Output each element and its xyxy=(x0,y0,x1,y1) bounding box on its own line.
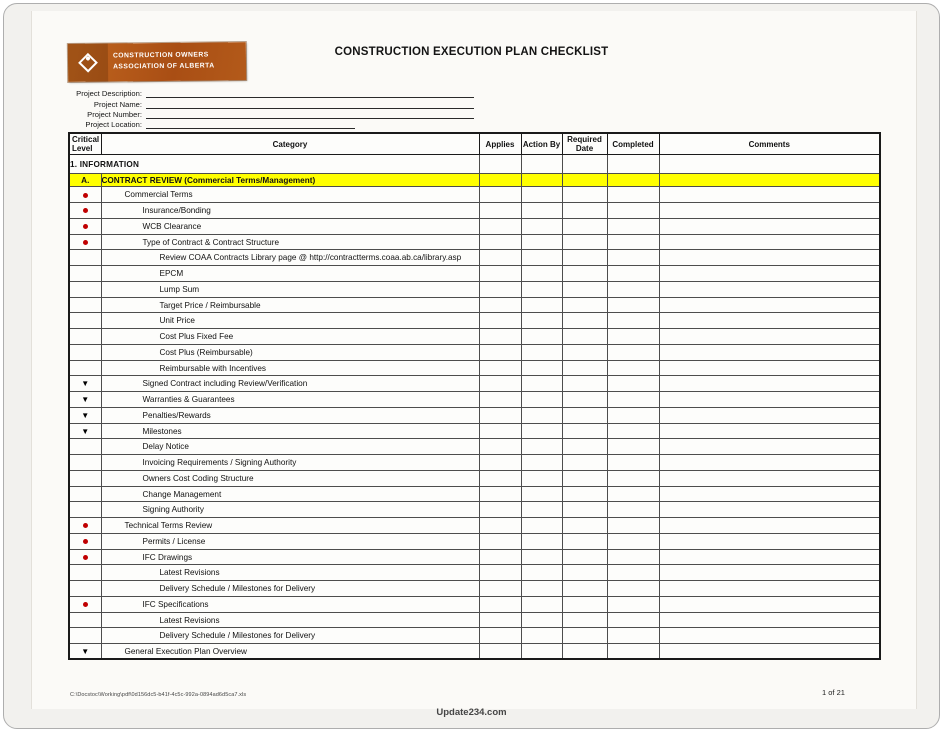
critical-dot-icon xyxy=(83,240,88,245)
empty-cell xyxy=(607,281,659,297)
empty-cell xyxy=(659,533,880,549)
critical-level-cell xyxy=(69,644,101,660)
empty-cell xyxy=(479,581,521,597)
checklist-table xyxy=(68,132,881,660)
category-cell: IFC Specifications xyxy=(101,596,479,612)
column-header-action-by: Action By xyxy=(521,133,562,155)
empty-cell xyxy=(521,266,562,282)
empty-cell xyxy=(562,581,607,597)
category-cell: Cost Plus (Reimbursable) xyxy=(101,344,479,360)
empty-cell xyxy=(479,313,521,329)
section-row xyxy=(69,155,880,174)
page-title: CONSTRUCTION EXECUTION PLAN CHECKLIST xyxy=(334,46,609,58)
column-header-completed: Completed xyxy=(607,133,659,155)
critical-dot-icon xyxy=(83,208,88,213)
empty-cell xyxy=(521,174,562,187)
empty-cell xyxy=(562,187,607,203)
critical-level-cell xyxy=(69,455,101,471)
critical-dot-icon xyxy=(83,523,88,528)
section-title: 1. INFORMATION xyxy=(69,155,479,174)
category-cell: Target Price / Reimbursable xyxy=(101,297,479,313)
column-header-critical-level: Critical Level xyxy=(69,133,101,155)
empty-cell xyxy=(659,313,880,329)
empty-cell xyxy=(562,407,607,423)
empty-cell xyxy=(521,518,562,534)
column-header-required-date: Required Date xyxy=(562,133,607,155)
empty-cell xyxy=(659,218,880,234)
empty-cell xyxy=(521,281,562,297)
empty-cell xyxy=(607,439,659,455)
empty-cell xyxy=(479,297,521,313)
checklist-row xyxy=(69,234,880,250)
empty-cell xyxy=(607,581,659,597)
empty-cell xyxy=(521,549,562,565)
category-cell: Type of Contract & Contract Structure xyxy=(101,234,479,250)
checklist-row xyxy=(69,549,880,565)
empty-cell xyxy=(607,297,659,313)
project-field-row xyxy=(69,119,474,129)
empty-cell xyxy=(659,455,880,471)
checklist-row xyxy=(69,628,880,644)
empty-cell xyxy=(607,470,659,486)
empty-cell xyxy=(607,549,659,565)
project-fields xyxy=(69,88,474,129)
critical-level-cell xyxy=(69,612,101,628)
empty-cell xyxy=(659,155,880,174)
empty-cell xyxy=(607,187,659,203)
project-field-value-line xyxy=(146,88,474,98)
category-cell: Permits / License xyxy=(101,533,479,549)
critical-level-cell xyxy=(69,266,101,282)
empty-cell xyxy=(521,155,562,174)
empty-cell xyxy=(521,218,562,234)
checklist-row xyxy=(69,360,880,376)
empty-cell xyxy=(659,234,880,250)
critical-level-cell xyxy=(69,486,101,502)
critical-level-cell xyxy=(69,218,101,234)
empty-cell xyxy=(479,174,521,187)
project-field-row xyxy=(69,98,474,108)
critical-level-cell xyxy=(69,439,101,455)
checklist-row xyxy=(69,439,880,455)
triangle-icon: ▼ xyxy=(81,426,90,436)
empty-cell xyxy=(479,423,521,439)
empty-cell xyxy=(562,376,607,392)
empty-cell xyxy=(479,455,521,471)
checklist-row xyxy=(69,644,880,660)
empty-cell xyxy=(562,203,607,219)
empty-cell xyxy=(479,628,521,644)
empty-cell xyxy=(562,644,607,660)
empty-cell xyxy=(562,596,607,612)
triangle-icon: ▼ xyxy=(81,410,90,420)
empty-cell xyxy=(659,628,880,644)
empty-cell xyxy=(607,266,659,282)
category-cell: Signed Contract including Review/Verification xyxy=(101,376,479,392)
empty-cell xyxy=(521,329,562,345)
critical-level-cell xyxy=(69,518,101,534)
empty-cell xyxy=(659,612,880,628)
empty-cell xyxy=(479,392,521,408)
empty-cell xyxy=(562,455,607,471)
column-header-applies: Applies xyxy=(479,133,521,155)
column-header-category: Category xyxy=(101,133,479,155)
triangle-icon: ▼ xyxy=(81,395,90,404)
checklist-row xyxy=(69,250,880,266)
empty-cell xyxy=(607,596,659,612)
empty-cell xyxy=(521,360,562,376)
checklist-row xyxy=(69,376,880,392)
watermark xyxy=(4,702,939,720)
empty-cell xyxy=(607,533,659,549)
empty-cell xyxy=(479,329,521,345)
empty-cell xyxy=(521,533,562,549)
empty-cell xyxy=(521,612,562,628)
checklist-row xyxy=(69,533,880,549)
empty-cell xyxy=(562,266,607,282)
empty-cell xyxy=(607,376,659,392)
checklist-row xyxy=(69,423,880,439)
empty-cell xyxy=(562,360,607,376)
checklist-row xyxy=(69,203,880,219)
empty-cell xyxy=(479,376,521,392)
empty-cell xyxy=(659,596,880,612)
checklist-row xyxy=(69,329,880,345)
empty-cell xyxy=(562,486,607,502)
category-cell: Signing Authority xyxy=(101,502,479,518)
empty-cell xyxy=(659,470,880,486)
empty-cell xyxy=(521,203,562,219)
empty-cell xyxy=(479,234,521,250)
critical-level-cell xyxy=(69,234,101,250)
empty-cell xyxy=(659,407,880,423)
empty-cell xyxy=(562,518,607,534)
empty-cell xyxy=(562,565,607,581)
project-field-label: Project Description: xyxy=(76,89,142,99)
critical-level-cell xyxy=(69,628,101,644)
empty-cell xyxy=(562,297,607,313)
project-field-row xyxy=(69,88,474,98)
checklist-row xyxy=(69,392,880,408)
empty-cell xyxy=(521,392,562,408)
empty-cell xyxy=(607,250,659,266)
critical-dot-icon xyxy=(83,602,88,607)
critical-level-cell xyxy=(69,596,101,612)
category-cell: Unit Price xyxy=(101,313,479,329)
critical-level-cell xyxy=(69,581,101,597)
empty-cell xyxy=(659,250,880,266)
empty-cell xyxy=(607,612,659,628)
empty-cell xyxy=(479,250,521,266)
empty-cell xyxy=(521,470,562,486)
empty-cell xyxy=(607,407,659,423)
subsection-row xyxy=(69,174,880,187)
category-cell: Review COAA Contracts Library page @ http://contractterms.coaa.ab.ca/library.asp xyxy=(101,250,479,266)
empty-cell xyxy=(562,281,607,297)
empty-cell xyxy=(479,518,521,534)
critical-level-cell xyxy=(69,565,101,581)
empty-cell xyxy=(479,281,521,297)
empty-cell xyxy=(659,266,880,282)
subsection-title: CONTRACT REVIEW (Commercial Terms/Management) xyxy=(101,174,479,187)
empty-cell xyxy=(521,297,562,313)
critical-level-cell xyxy=(69,281,101,297)
empty-cell xyxy=(562,313,607,329)
empty-cell xyxy=(659,344,880,360)
logo-org-line1: CONSTRUCTION OWNERS xyxy=(112,51,209,60)
empty-cell xyxy=(562,329,607,345)
critical-dot-icon xyxy=(83,539,88,544)
critical-level-cell xyxy=(69,533,101,549)
checklist-row xyxy=(69,612,880,628)
empty-cell xyxy=(659,203,880,219)
empty-cell xyxy=(659,281,880,297)
empty-cell xyxy=(562,628,607,644)
triangle-icon: ▼ xyxy=(81,646,90,656)
empty-cell xyxy=(479,360,521,376)
empty-cell xyxy=(479,533,521,549)
empty-cell xyxy=(521,565,562,581)
project-field-value-line xyxy=(146,98,474,108)
empty-cell xyxy=(659,565,880,581)
empty-cell xyxy=(607,502,659,518)
empty-cell xyxy=(659,518,880,534)
critical-dot-icon xyxy=(83,224,88,229)
critical-level-cell xyxy=(69,250,101,266)
category-cell: Change Management xyxy=(101,486,479,502)
category-cell: Cost Plus Fixed Fee xyxy=(101,329,479,345)
empty-cell xyxy=(562,612,607,628)
checklist-row xyxy=(69,502,880,518)
empty-cell xyxy=(562,502,607,518)
category-cell: Latest Revisions xyxy=(101,612,479,628)
category-cell: Milestones xyxy=(101,423,479,439)
empty-cell xyxy=(479,502,521,518)
critical-level-cell xyxy=(69,392,101,408)
triangle-icon: ▼ xyxy=(81,379,90,389)
empty-cell xyxy=(479,187,521,203)
checklist-row xyxy=(69,455,880,471)
critical-dot-icon xyxy=(83,193,88,198)
footer-page-indicator: 1 of 21 xyxy=(822,688,845,697)
empty-cell xyxy=(659,329,880,345)
empty-cell xyxy=(562,344,607,360)
empty-cell xyxy=(521,439,562,455)
critical-level-cell xyxy=(69,360,101,376)
critical-level-cell xyxy=(69,423,101,439)
empty-cell xyxy=(607,174,659,187)
empty-cell xyxy=(562,439,607,455)
empty-cell xyxy=(659,392,880,408)
category-cell: IFC Drawings xyxy=(101,549,479,565)
checklist-row xyxy=(69,407,880,423)
empty-cell xyxy=(521,344,562,360)
empty-cell xyxy=(521,644,562,660)
project-field-label: Project Number: xyxy=(87,109,142,119)
empty-cell xyxy=(607,218,659,234)
critical-level-cell xyxy=(69,187,101,203)
empty-cell xyxy=(562,218,607,234)
empty-cell xyxy=(521,423,562,439)
empty-cell xyxy=(562,155,607,174)
empty-cell xyxy=(659,549,880,565)
critical-level-cell xyxy=(69,344,101,360)
page-frame xyxy=(3,3,940,729)
empty-cell xyxy=(479,155,521,174)
category-cell: EPCM xyxy=(101,266,479,282)
checklist-row xyxy=(69,297,880,313)
empty-cell xyxy=(562,234,607,250)
empty-cell xyxy=(659,486,880,502)
critical-level-cell xyxy=(69,297,101,313)
empty-cell xyxy=(521,407,562,423)
category-cell: Reimbursable with Incentives xyxy=(101,360,479,376)
checklist-row xyxy=(69,565,880,581)
category-cell: Invoicing Requirements / Signing Authority xyxy=(101,455,479,471)
critical-level-cell xyxy=(69,313,101,329)
category-cell: Insurance/Bonding xyxy=(101,203,479,219)
project-field-label: Project Name: xyxy=(93,99,142,109)
empty-cell xyxy=(659,187,880,203)
empty-cell xyxy=(659,423,880,439)
empty-cell xyxy=(659,439,880,455)
checklist-row xyxy=(69,281,880,297)
footer-file-path: C:\Docstoc\Working\pdf\0d156dc5-b41f-4c5c-992a-0894ad6d5ca7.xls xyxy=(70,692,247,698)
empty-cell xyxy=(479,486,521,502)
empty-cell xyxy=(659,581,880,597)
empty-cell xyxy=(521,596,562,612)
empty-cell xyxy=(521,187,562,203)
checklist-row xyxy=(69,596,880,612)
empty-cell xyxy=(562,549,607,565)
critical-level-cell xyxy=(69,203,101,219)
empty-cell xyxy=(607,360,659,376)
critical-dot-icon xyxy=(83,555,88,560)
empty-cell xyxy=(607,313,659,329)
category-cell: Technical Terms Review xyxy=(101,518,479,534)
empty-cell xyxy=(607,203,659,219)
critical-level-cell xyxy=(69,329,101,345)
empty-cell xyxy=(521,502,562,518)
empty-cell xyxy=(607,565,659,581)
checklist-row xyxy=(69,313,880,329)
empty-cell xyxy=(607,234,659,250)
category-cell: Owners Cost Coding Structure xyxy=(101,470,479,486)
empty-cell xyxy=(562,533,607,549)
empty-cell xyxy=(607,344,659,360)
empty-cell xyxy=(521,376,562,392)
checklist-row xyxy=(69,344,880,360)
project-field-value-line xyxy=(146,109,474,119)
empty-cell xyxy=(562,423,607,439)
empty-cell xyxy=(479,266,521,282)
empty-cell xyxy=(607,644,659,660)
empty-cell xyxy=(562,470,607,486)
empty-cell xyxy=(479,439,521,455)
empty-cell xyxy=(521,313,562,329)
empty-cell xyxy=(521,250,562,266)
empty-cell xyxy=(659,360,880,376)
empty-cell xyxy=(562,392,607,408)
table-header-row xyxy=(69,133,880,155)
empty-cell xyxy=(479,549,521,565)
empty-cell xyxy=(659,644,880,660)
empty-cell xyxy=(562,250,607,266)
empty-cell xyxy=(607,392,659,408)
checklist-row xyxy=(69,470,880,486)
checklist-row xyxy=(69,218,880,234)
empty-cell xyxy=(521,486,562,502)
project-field-value-line xyxy=(146,119,355,129)
empty-cell xyxy=(607,155,659,174)
empty-cell xyxy=(479,344,521,360)
category-cell: Commercial Terms xyxy=(101,187,479,203)
project-field-label: Project Location: xyxy=(85,120,142,130)
empty-cell xyxy=(521,628,562,644)
category-cell: Latest Revisions xyxy=(101,565,479,581)
category-cell: Delay Notice xyxy=(101,439,479,455)
category-cell: Delivery Schedule / Milestones for Delivery xyxy=(101,628,479,644)
empty-cell xyxy=(659,502,880,518)
empty-cell xyxy=(479,565,521,581)
empty-cell xyxy=(659,174,880,187)
empty-cell xyxy=(479,596,521,612)
empty-cell xyxy=(479,407,521,423)
logo-org-line2: ASSOCIATION OF ALBERTA xyxy=(113,62,215,71)
empty-cell xyxy=(479,218,521,234)
subsection-letter: A. xyxy=(69,174,101,187)
critical-level-cell xyxy=(69,407,101,423)
empty-cell xyxy=(607,518,659,534)
category-cell: General Execution Plan Overview xyxy=(101,644,479,660)
critical-level-cell xyxy=(69,376,101,392)
critical-level-cell xyxy=(69,502,101,518)
empty-cell xyxy=(607,486,659,502)
project-field-row xyxy=(69,109,474,119)
empty-cell xyxy=(479,644,521,660)
checklist-row xyxy=(69,486,880,502)
empty-cell xyxy=(659,297,880,313)
category-cell: Warranties & Guarantees xyxy=(101,392,479,408)
empty-cell xyxy=(607,455,659,471)
empty-cell xyxy=(659,376,880,392)
checklist-row xyxy=(69,518,880,534)
empty-cell xyxy=(607,329,659,345)
category-cell: Penalties/Rewards xyxy=(101,407,479,423)
critical-level-cell xyxy=(69,470,101,486)
empty-cell xyxy=(479,470,521,486)
category-cell: Lump Sum xyxy=(101,281,479,297)
empty-cell xyxy=(521,455,562,471)
checklist-row xyxy=(69,266,880,282)
empty-cell xyxy=(521,234,562,250)
checklist-row xyxy=(69,581,880,597)
critical-level-cell xyxy=(69,549,101,565)
category-cell: Delivery Schedule / Milestones for Delivery xyxy=(101,581,479,597)
column-header-comments: Comments xyxy=(659,133,880,155)
category-cell: WCB Clearance xyxy=(101,218,479,234)
checklist-row xyxy=(69,187,880,203)
empty-cell xyxy=(521,581,562,597)
empty-cell xyxy=(479,612,521,628)
empty-cell xyxy=(607,628,659,644)
watermark-link[interactable]: Update234.com xyxy=(436,707,507,718)
empty-cell xyxy=(479,203,521,219)
empty-cell xyxy=(607,423,659,439)
empty-cell xyxy=(562,174,607,187)
